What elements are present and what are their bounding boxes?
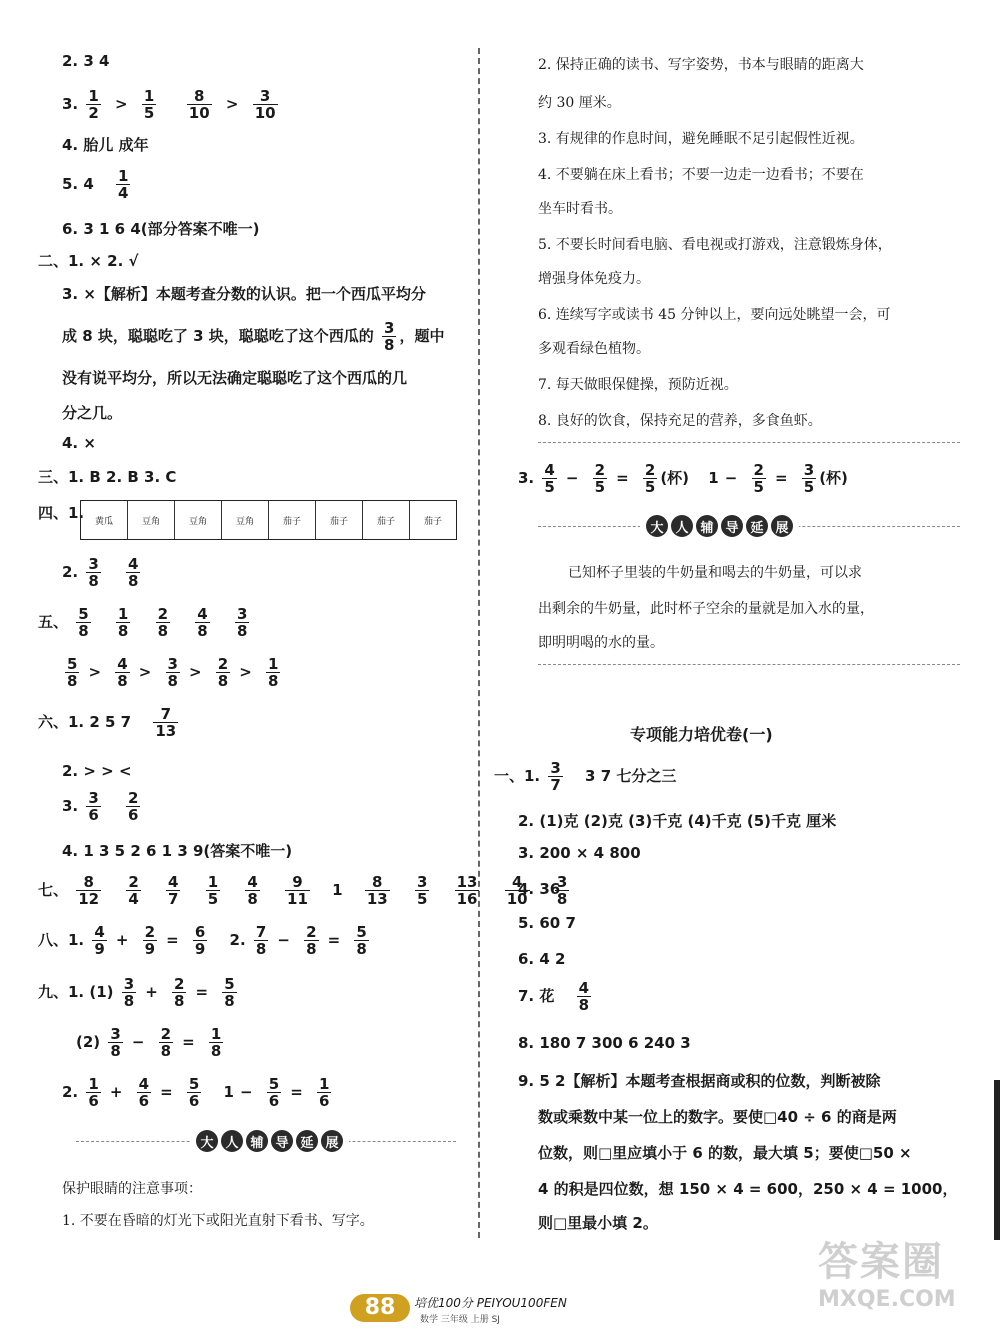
page-number: 88: [350, 1294, 410, 1322]
explanation-line: 4 的积是四位数，想 150 × 4 = 600，250 × 4 = 1000，: [538, 1180, 958, 1198]
page-footer: [350, 1292, 650, 1326]
answer-line: 4. ×: [62, 434, 96, 452]
fraction: $\frac{2}{5}$: [753, 461, 764, 496]
page-edge-shadow: [994, 1080, 1000, 1240]
answer-line: 4. 1 3 5 2 6 1 3 9(答案不唯一): [62, 842, 293, 860]
section-title: 专项能力培优卷(一): [630, 725, 773, 744]
fraction: $\frac{4}{8}$: [578, 979, 590, 1014]
grid-cell: 豆角: [222, 501, 269, 539]
brand-logo: 培优100分 PEIYOU100FEN: [414, 1296, 567, 1310]
note-line: 4. 不要躺在床上看书；不要一边走一边看书；不要在: [538, 167, 864, 183]
fraction: $\frac{3}{5}$: [416, 873, 428, 908]
fraction: $\frac{8}{13}$: [366, 873, 388, 908]
fraction: $\frac{2}{8}$: [217, 655, 229, 690]
note-line: 2. 保持正确的读书、写字姿势，书本与眼睛的距离大: [538, 57, 864, 73]
explanation-line: 则□里最小填 2。: [538, 1214, 658, 1232]
fraction: $\frac{3}{7}$: [550, 759, 561, 794]
fraction: $\frac{3}{8}$: [110, 1025, 121, 1060]
note-line: 5. 不要长时间看电脑、看电视或打游戏，注意锻炼身体，: [538, 237, 892, 253]
fraction: $\frac{1}{6}$: [319, 1075, 330, 1110]
fraction: $\frac{5}{6}$: [268, 1075, 280, 1110]
note-line: 坐车时看书。: [538, 201, 622, 217]
fraction: $\frac{4}{10}$: [506, 873, 528, 908]
answer-line-equation: 八、1. $\frac{4}{9}$ + $\frac{2}{9}$ = $\frac{6}{9}$ 2. $\frac{7}{8}$ − $\frac{2}{8}$ = $\frac{5}{8}$: [38, 923, 367, 958]
note-line: 增强身体免疫力。: [538, 271, 650, 287]
fraction: $\frac{3}{8}$: [167, 655, 178, 690]
fraction: $\frac{1}{8}$: [268, 655, 279, 690]
explanation-line: 位数，则□里应填小于 6 的数，最大填 5；要使□50 ×: [538, 1144, 912, 1162]
note-line: 出剩余的牛奶量，此时杯子空余的量就是加入水的量，: [538, 601, 874, 617]
explanation-line: 成 8 块，聪聪吃了 3 块，聪聪吃了这个西瓜的 $\frac{3}{8}$ ，题中: [62, 319, 445, 354]
explanation-line: 分之几。: [62, 404, 123, 422]
watermark-logo: 答案圈: [818, 1239, 944, 1285]
answer-line-fractions: 3. $\frac{3}{6}$ $\frac{2}{6}$: [62, 789, 139, 824]
section-rule: [538, 664, 960, 665]
note-heading: 保护眼睛的注意事项：: [62, 1181, 202, 1197]
note-line: 6. 连续写字或读书 45 分钟以上，要向远处眺望一会，可: [538, 307, 891, 323]
fraction: $\frac{2}{5}$: [594, 461, 606, 496]
fraction: $\frac{2}{8}$: [160, 1025, 172, 1060]
fraction: $\frac{5}{6}$: [188, 1075, 200, 1110]
explanation-line: 9. 5 2【解析】本题考查根据商或积的位数，判断被除: [518, 1072, 881, 1090]
fraction: $\frac{2}{8}$: [174, 975, 185, 1010]
answer-line: 4. 胎儿 成年: [62, 136, 149, 154]
grid-cell: 豆角: [128, 501, 175, 539]
answer-line-equation: 2. $\frac{1}{6}$ + $\frac{4}{6}$ = $\frac{5}{6}$ 1 − $\frac{5}{6}$ = $\frac{1}{6}$: [62, 1075, 330, 1110]
fraction: $\frac{8}{10}$: [188, 87, 210, 122]
fraction: $\frac{4}{6}$: [138, 1075, 150, 1110]
fraction: $\frac{13}{16}$: [456, 873, 478, 908]
fraction: $\frac{3}{8}$: [384, 319, 395, 354]
answer-line-fractions: 5. 4 $\frac{1}{4}$: [62, 167, 129, 202]
answer-line-equation: (2) $\frac{3}{8}$ − $\frac{2}{8}$ = $\frac{1}{8}$: [76, 1025, 222, 1060]
note-line: 约 30 厘米。: [538, 95, 621, 111]
answer-line-equation: 九、1. (1) $\frac{3}{8}$ + $\frac{2}{8}$ = $\frac{5}{8}$: [38, 975, 235, 1010]
guidance-banner: 大 人 辅 导 延 展: [190, 1130, 349, 1152]
fraction: $\frac{7}{13}$: [155, 705, 177, 740]
note-line: 7. 每天做眼保健操，预防近视。: [538, 377, 738, 393]
fraction: $\frac{1}{2}$: [88, 87, 99, 122]
grid-cell: 豆角: [175, 501, 222, 539]
section-three-heading: 三、1. B 2. B 3. C: [38, 468, 177, 486]
fraction: $\frac{4}{5}$: [544, 461, 555, 496]
book-info: 数学 三年级 上册 SJ: [420, 1315, 500, 1325]
fraction: $\frac{1}{5}$: [143, 87, 155, 122]
fraction: $\frac{3}{5}$: [803, 461, 815, 496]
fraction: $\frac{9}{11}$: [287, 873, 308, 908]
section-two-heading: 二、1. × 2. √: [38, 252, 139, 270]
watermark-url: MXQE.COM: [818, 1287, 956, 1312]
note-line: 多观看绿色植物。: [538, 341, 650, 357]
vegetable-grid: [80, 500, 457, 540]
answer-line: 8. 180 7 300 6 240 3: [518, 1034, 691, 1052]
fraction: $\frac{2}{5}$: [644, 461, 656, 496]
fraction: $\frac{2}{4}$: [128, 873, 139, 908]
answer-line: 2. (1)克 (2)克 (3)千克 (4)千克 (5)千克 厘米: [518, 812, 837, 830]
fraction: $\frac{4}{8}$: [117, 655, 128, 690]
fraction: $\frac{5}{8}$: [356, 923, 367, 958]
fraction: $\frac{3}{6}$: [88, 789, 99, 824]
grid-cell: 茄子: [316, 501, 363, 539]
answer-line-fractions: 2. $\frac{3}{8}$ $\frac{4}{8}$: [62, 555, 139, 590]
answer-line: 3. 200 × 4 800: [518, 844, 641, 862]
column-divider: [478, 48, 480, 1238]
fraction: $\frac{4}{9}$: [94, 923, 105, 958]
fraction: $\frac{8}{12}$: [78, 873, 100, 908]
note-line: 1. 不要在昏暗的灯光下或阳光直射下看书、写字。: [62, 1213, 374, 1229]
answer-line-fractions: 一、1. $\frac{3}{7}$ 3 7 七分之三: [494, 759, 677, 794]
fraction: $\frac{5}{8}$: [67, 655, 78, 690]
explanation-line: 数或乘数中某一位上的数字。要使□40 ÷ 6 的商是两: [538, 1108, 897, 1126]
fraction: $\frac{3}{8}$: [556, 873, 568, 908]
answer-line-fractions: $\frac{5}{8}$ > $\frac{4}{8}$ > $\frac{3}{8}$ > $\frac{2}{8}$ > $\frac{1}{8}$: [67, 655, 279, 690]
answer-line-equation: 3. $\frac{4}{5}$ − $\frac{2}{5}$ = $\frac{2}{5}$ (杯) 1 − $\frac{2}{5}$ = $\frac{3}{5}$ (杯): [518, 461, 848, 496]
answer-line-fractions: 3. $\frac{1}{2}$ > $\frac{1}{5}$ $\frac{8}{10}$ > $\frac{3}{10}$: [62, 87, 276, 122]
answer-line-fractions: 五、 $\frac{5}{8}$ $\frac{1}{8}$ $\frac{2}{8}$ $\frac{4}{8}$ $\frac{3}{8}$: [38, 605, 248, 640]
section-four-label: 四、1.: [38, 504, 85, 522]
explanation-line: 3. ×【解析】本题考查分数的认识。把一个西瓜平均分: [62, 285, 426, 303]
answer-line: 2. 3 4: [62, 52, 110, 70]
fraction: $\frac{5}{8}$: [78, 605, 89, 640]
fraction: $\frac{1}{8}$: [117, 605, 129, 640]
answer-line: 6. 4 2: [518, 950, 566, 968]
fraction: $\frac{6}{9}$: [194, 923, 206, 958]
fraction: $\frac{1}{6}$: [88, 1075, 99, 1110]
fraction: $\frac{4}{7}$: [168, 873, 179, 908]
guidance-banner: 大 人 辅 导 延 展: [640, 515, 799, 537]
grid-cell: 黄瓜: [81, 501, 128, 539]
fraction: $\frac{7}{8}$: [255, 923, 267, 958]
section-rule: [538, 442, 960, 443]
fraction: $\frac{2}{8}$: [157, 605, 169, 640]
fraction: $\frac{3}{10}$: [254, 87, 276, 122]
answer-line: 6. 3 1 6 4(部分答案不唯一): [62, 220, 260, 238]
grid-cell: 茄子: [363, 501, 410, 539]
grid-cell: 茄子: [423, 516, 442, 527]
fraction: $\frac{3}{8}$: [236, 605, 248, 640]
fraction: $\frac{5}{8}$: [224, 975, 235, 1010]
answer-line: 2. > > <: [62, 762, 132, 780]
fraction: $\frac{4}{8}$: [197, 605, 208, 640]
fraction: $\frac{1}{4}$: [118, 167, 129, 202]
fraction: $\frac{1}{5}$: [207, 873, 219, 908]
fraction: $\frac{1}{8}$: [210, 1025, 222, 1060]
fraction: $\frac{4}{8}$: [247, 873, 258, 908]
note-line: 8. 良好的饮食，保持充足的营养，多食鱼虾。: [538, 413, 822, 429]
note-line: 已知杯子里装的牛奶量和喝去的牛奶量，可以求: [568, 565, 862, 581]
explanation-line: 没有说平均分，所以无法确定聪聪吃了这个西瓜的几: [62, 369, 408, 387]
answer-line: 5. 60 7: [518, 914, 576, 932]
grid-cell: 茄子: [269, 501, 316, 539]
answer-line-fractions: 六、1. 2 5 7 $\frac{7}{13}$: [38, 705, 177, 740]
fraction: $\frac{3}{8}$: [123, 975, 135, 1010]
fraction: $\frac{2}{9}$: [144, 923, 156, 958]
fraction: $\frac{4}{8}$: [128, 555, 139, 590]
fraction: $\frac{2}{8}$: [306, 923, 317, 958]
fraction: $\frac{2}{6}$: [128, 789, 139, 824]
answer-line-fractions: 7. 花 $\frac{4}{8}$: [518, 979, 590, 1014]
answer-line-fractions: 七、 $\frac{8}{12}$ $\frac{2}{4}$ $\frac{4}{7}$ $\frac{1}{5}$ $\frac{4}{8}$ $\frac{9}{11}$ 1 $\frac{8}{13}$ $\frac{3}{5}$ $\frac{13}{16}$ $\frac{4}{10}$ $\frac{3}{8}$: [38, 873, 568, 908]
note-line: 即明明喝的水的量。: [538, 635, 664, 651]
fraction: $\frac{3}{8}$: [88, 555, 99, 590]
watermark: [818, 1230, 988, 1330]
answer-line: 4. 36: [518, 880, 561, 898]
note-line: 3. 有规律的作息时间，避免睡眠不足引起假性近视。: [538, 131, 864, 147]
